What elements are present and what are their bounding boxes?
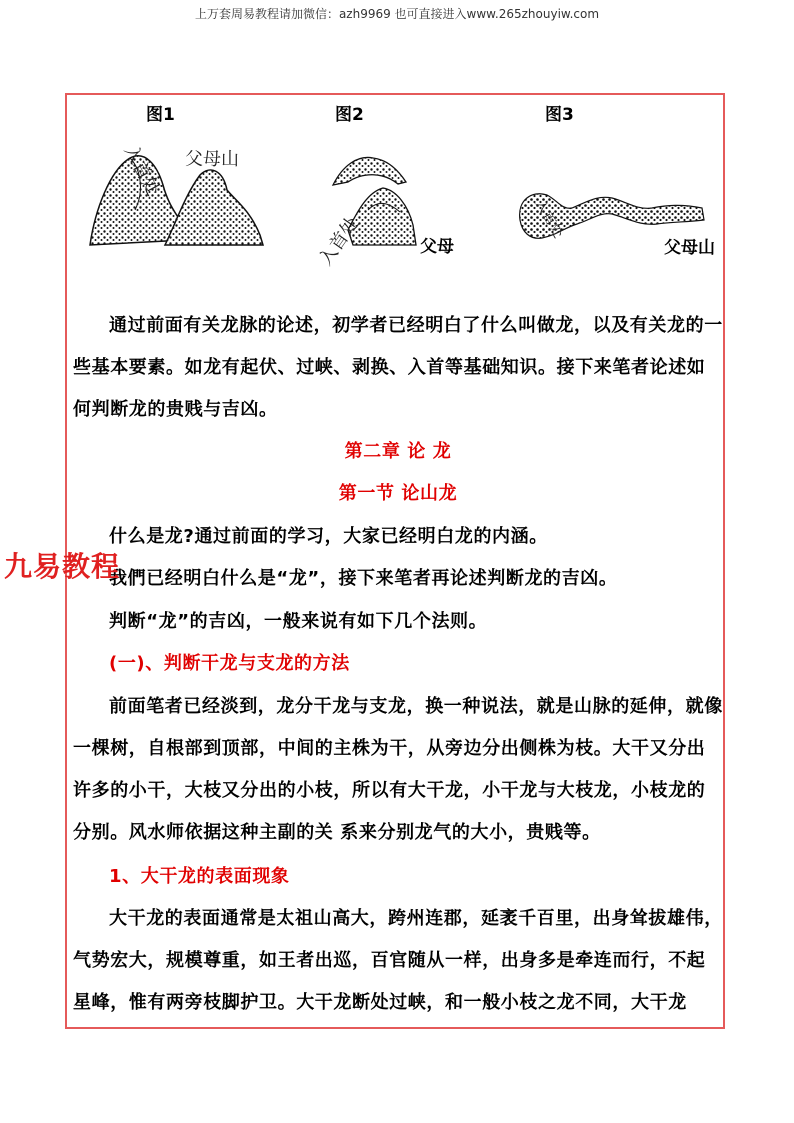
watermark-text: 九易教程 xyxy=(4,550,121,583)
paragraph-1: 什么是龙?通过前面的学习，大家已经明白龙的内涵。 xyxy=(109,526,548,547)
figure-2-label: 图2 xyxy=(335,105,364,125)
figure-1-annot-parent: 父母山 xyxy=(185,149,239,170)
figure-3-label: 图3 xyxy=(545,105,574,125)
figure-1-mountains xyxy=(85,140,275,260)
paragraph-2: 我們已经明白什么是“龙”，接下来笔者再论述判断龙的吉凶。 xyxy=(109,568,618,589)
figure-3-annot-entry: 入首处 xyxy=(531,196,567,241)
subheading-2: 1、大干龙的表面现象 xyxy=(109,866,290,887)
figure-2-annot-parent: 父母 xyxy=(420,237,454,257)
paragraph-intro: 通过前面有关龙脉的论述，初学者已经明白了什么叫做龙，以及有关龙的一些基本要素。如龙有起伏、过峡、剥换、入首等基础知识。接下来笔者论述如何判断龙的贵贱与吉凶。 xyxy=(73,315,723,420)
figure-1-annot-entry: 入首处 xyxy=(119,141,164,200)
paragraph-3: 判断“龙”的吉凶，一般来说有如下几个法则。 xyxy=(109,611,488,632)
figure-2-annot-entry: 入首处 xyxy=(315,213,364,270)
header-note: 上万套周易教程请加微信：azh9969 也可直接进入www.265zhouyiw.com xyxy=(194,7,600,21)
section-title: 第一节 论山龙 xyxy=(338,483,458,504)
paragraph-4: 前面笔者已经淡到，龙分干龙与支龙，换一种说法，就是山脉的延伸，就像一棵树，自根部到顶部，中间的主株为干，从旁边分出侧株为枝。大干又分出许多的小干，大枝又分出的小枝，所以有大干龙，小干龙与大枝龙，小枝龙的分别。风水师依据这种主副的关 系来分别龙气的大小，贵贱等。 xyxy=(73,696,723,843)
chapter-title: 第二章 论 龙 xyxy=(344,441,452,462)
subheading-1: (一)、判断干龙与支龙的方法 xyxy=(109,653,350,674)
figure-1-label: 图1 xyxy=(146,105,175,125)
figure-3-annot-parent: 父母山 xyxy=(664,238,715,258)
paragraph-5: 大干龙的表面通常是太祖山高大，跨州连郡，延袤千百里，出身耸拔雄伟，气势宏大，规模尊重，如王者出巡，百官随从一样，出身多是牵连而行，不起星峰，惟有两旁枝脚护卫。大干龙断处过峡，和一般小枝之龙不同，大干龙 xyxy=(73,908,723,1013)
